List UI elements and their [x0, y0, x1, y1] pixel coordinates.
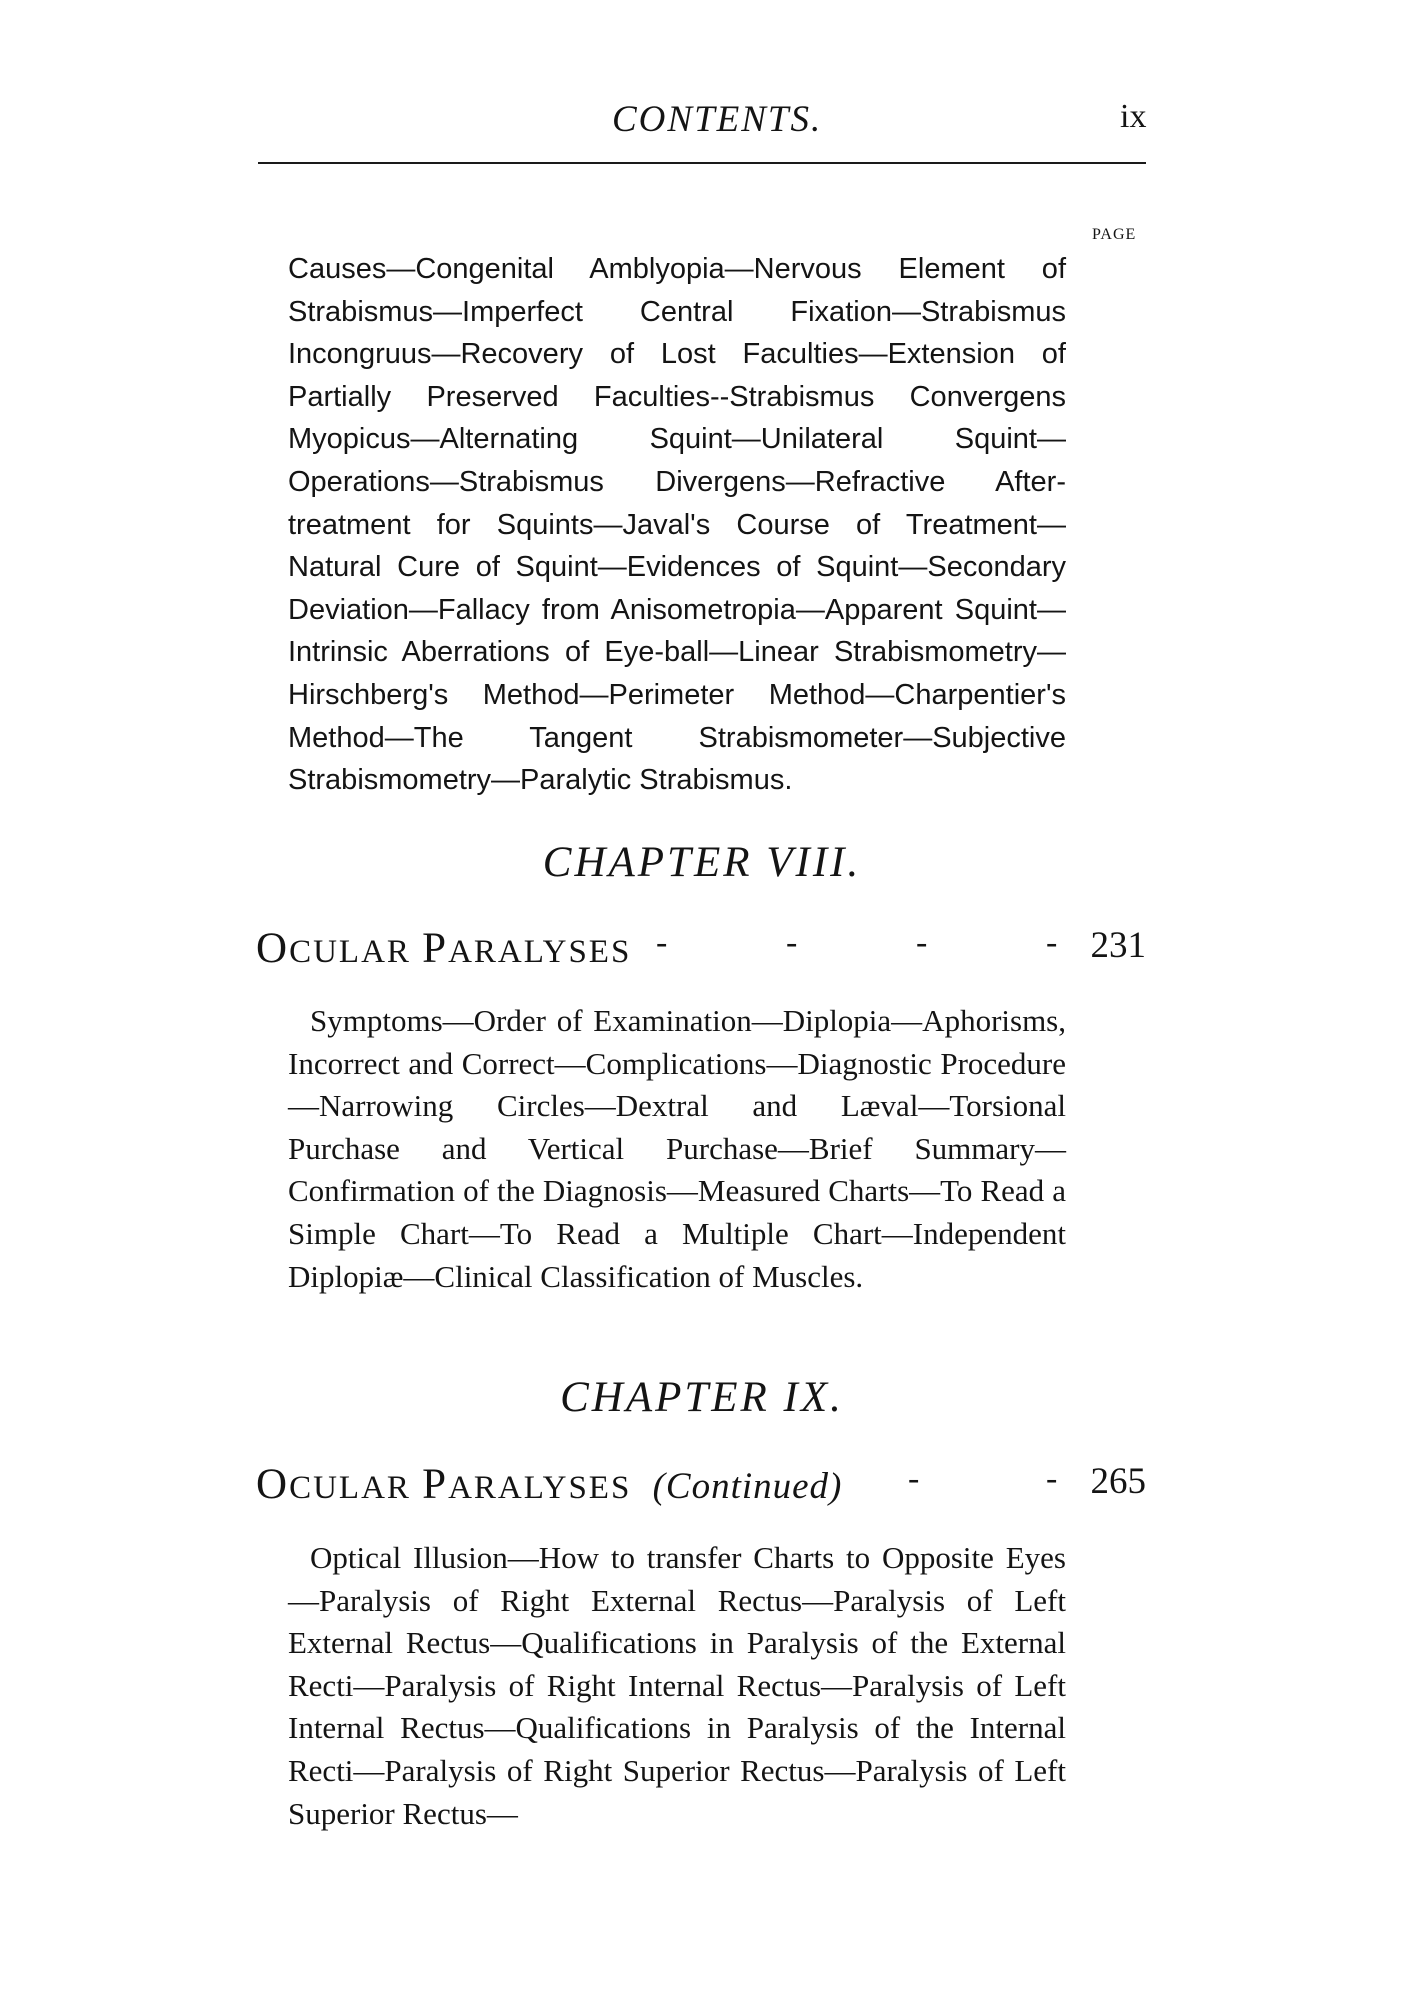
- toc-entry-page: 265: [1090, 1461, 1146, 1502]
- leader-dash: -: [1046, 924, 1058, 961]
- title-initial: P: [422, 925, 449, 972]
- title-initial: O: [256, 1461, 290, 1508]
- leader-dash: -: [916, 924, 928, 961]
- leader-dash: -: [656, 924, 668, 961]
- leader-dash: -: [786, 924, 798, 961]
- title-word: CULAR: [289, 934, 411, 970]
- title-initial: P: [422, 1461, 449, 1508]
- title-word: ARALYSES: [448, 1470, 632, 1506]
- toc-entry-ocular-paralyses: [256, 924, 1146, 978]
- toc-entry-title: [256, 1460, 842, 1509]
- leader-dash: -: [908, 1460, 920, 1497]
- title-word: ARALYSES: [448, 934, 632, 970]
- page-column-label: PAGE: [1092, 226, 1137, 243]
- leader-dash: -: [1046, 1460, 1058, 1497]
- title-continued: (Continued): [652, 1466, 843, 1507]
- continued-chapter-summary: Causes—Congenital Amblyopia—Nervous Element of Strabismus—Imperfect Central Fixation—Strabismus Incongruus—Recovery of Lost Faculties—Extension of Partially Preserved Faculties--Strabismus Convergens Myopicus—Alternating Squint—Unilateral Squint—Operations—Strabismus Divergens—Refractive After-treatment for Squints—Javal's Course of Treatment—Natural Cure of Squint—Evidences of Squint—Secondary Deviation—Fallacy from Anisometropia—Apparent Squint—Intrinsic Aberrations of Eye-ball—Linear Strabismometry—Hirschberg's Method—Perimeter Method—Charpentier's Method—The Tangent Strabismometer—Subjective Strabismometry—Paralytic Strabismus.: [288, 253, 1066, 797]
- running-head: [0, 98, 1404, 148]
- title-initial: O: [256, 925, 290, 972]
- toc-entry-ocular-paralyses-continued: [256, 1460, 1146, 1514]
- toc-entry-page: 231: [1090, 925, 1146, 966]
- toc-entry-title: [256, 924, 631, 973]
- chapter-summary-viii: Symptoms—Order of Examination—Diplopia—Aphorisms, Incorrect and Correct—Complications—Diagnostic Procedure—Narrowing Circles—Dextral and Læval—Torsional Purchase and Vertical Purchase—Brief Summary—Confirmation of the Diagnosis—Measured Charts—To Read a Simple Chart—To Read a Multiple Chart—Independent Diplopiæ—Clinical Classification of Muscles.: [288, 1003, 1066, 1294]
- running-title: CONTENTS.: [612, 99, 823, 140]
- page-number: ix: [1120, 98, 1147, 135]
- chapter-heading-ix: CHAPTER IX.: [560, 1374, 844, 1421]
- title-word: CULAR: [289, 1470, 411, 1506]
- header-rule: [258, 162, 1146, 164]
- chapter-heading-viii: CHAPTER VIII.: [542, 839, 862, 886]
- chapter-summary-ix: Optical Illusion—How to transfer Charts to Opposite Eyes—Paralysis of Right External Rectus—Paralysis of Left External Rectus—Qualifications in Paralysis of the External Recti—Paralysis of Right Internal Rectus—Paralysis of Left Internal Rectus—Qualifications in Paralysis of the Internal Recti—Paralysis of Right Superior Rectus—Paralysis of Left Superior Rectus—: [288, 1540, 1066, 1831]
